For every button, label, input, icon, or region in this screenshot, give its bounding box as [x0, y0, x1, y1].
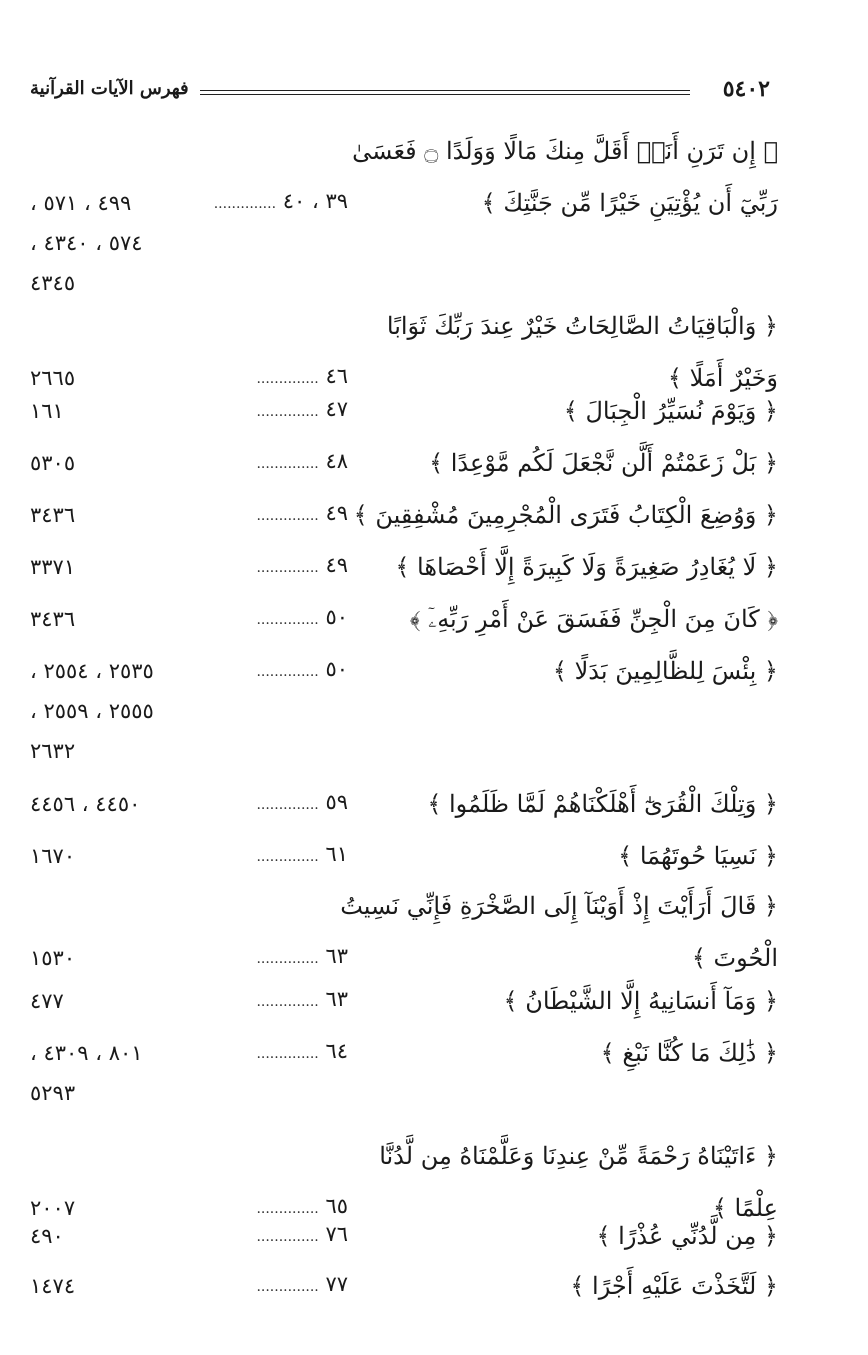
page-reference: ٢٦٣٢: [30, 739, 76, 763]
page-number: ٥٤٠٢: [722, 76, 770, 102]
ayah-number-text: ٣٩ ، ٤٠: [282, 189, 348, 213]
ayah-number-text: ٦٤: [325, 1039, 348, 1063]
verse-text: رَبِّيٓ أَن يُؤْتِيَنِ خَيْرًا مِّن جَنَّتِكَ ﴾: [481, 189, 778, 217]
verse-text: ﴿ بَلْ زَعَمْتُمْ أَلَّن نَّجْعَلَ لَكُم مَّوْعِدًا ﴾: [429, 449, 778, 477]
leader-dots: ..............: [256, 994, 319, 1010]
ayah-number: [230, 1272, 348, 1296]
ayah-number-text: ٦٥: [325, 1194, 348, 1218]
page-reference: ٣٤٣٦: [30, 503, 76, 527]
ayah-number: [230, 449, 348, 473]
page-header: [30, 78, 770, 112]
page-reference: ٢٦٦٥: [30, 366, 76, 390]
ayah-number-text: ٧٧: [325, 1272, 348, 1296]
leader-dots: ..............: [256, 1046, 319, 1062]
leader-dots: ..............: [256, 371, 319, 387]
leader-dots: ..............: [256, 664, 319, 680]
running-title: فهرس الآيات القرآنية: [30, 78, 189, 99]
leader-dots: ..............: [256, 797, 319, 813]
ayah-number-text: ٥٠: [325, 657, 348, 681]
verse-text: الْحُوتَ ﴾: [691, 944, 778, 972]
page-reference: ٥٧٤ ، ٤٣٤٠ ،: [30, 231, 143, 255]
ayah-number-text: ٦٣: [325, 944, 348, 968]
verse-text: ﴿ مِن لَّدُنِّي عُذْرًا ﴾: [596, 1222, 778, 1250]
ayah-number: [230, 657, 348, 681]
page-reference: ٨٠١ ، ٤٣٠٩ ،: [30, 1041, 143, 1065]
verse-text: ﴿ لَا يُغَادِرُ صَغِيرَةً وَلَا كَبِيرَةً إِلَّا أَحْصَاهَا ﴾: [395, 553, 778, 581]
ayah-number: [230, 987, 348, 1011]
verse-text: ﴿ وَمَآ أَنسَانِيهُ إِلَّا الشَّيْطَانُ ﴾: [503, 987, 778, 1015]
leader-dots: ..............: [256, 1201, 319, 1217]
ayah-number: [230, 1222, 348, 1246]
page-reference: ٤٩٩ ، ٥٧١ ،: [30, 191, 132, 215]
header-rule: [200, 90, 690, 91]
ayah-number: [230, 501, 348, 525]
page-reference: ٣٤٣٦: [30, 607, 76, 631]
ayah-number: [230, 1039, 348, 1063]
leader-dots: ..............: [256, 404, 319, 420]
verse-text: ﴿ قَالَ أَرَأَيْتَ إِذْ أَوَيْنَآ إِلَى الصَّخْرَةِ فَإِنِّي نَسِيتُ: [340, 892, 778, 920]
leader-dots: ..............: [256, 560, 319, 576]
leader-dots: ..............: [213, 196, 277, 212]
ayah-number: [230, 605, 348, 629]
ayah-number: [213, 189, 348, 213]
page-reference: ٤٧٧: [30, 989, 64, 1013]
verse-text: ﴿ ذَٰلِكَ مَا كُنَّا نَبْغِ ﴾: [600, 1039, 778, 1067]
ayah-number-text: ٤٩: [325, 501, 348, 525]
page-reference: ١٦٧٠: [30, 844, 76, 868]
page-reference: ٣٣٧١: [30, 555, 76, 579]
ayah-number-text: ٤٩: [325, 553, 348, 577]
page-reference: ٢٥٥٥ ، ٢٥٥٩ ،: [30, 699, 154, 723]
verse-text: ﴿ بِئْسَ لِلظَّالِمِينَ بَدَلًا ﴾: [552, 657, 778, 685]
ayah-number-text: ٥٩: [325, 790, 348, 814]
ayah-number: [230, 1194, 348, 1218]
leader-dots: ..............: [256, 849, 319, 865]
ayah-number-text: ٧٦: [325, 1222, 348, 1246]
ayah-number-text: ٤٦: [325, 364, 348, 388]
verse-text: ﴿ وَيَوْمَ نُسَيِّرُ الْجِبَالَ ﴾: [563, 397, 778, 425]
ayah-number-text: ٤٨: [325, 449, 348, 473]
page-reference: ٢٠٠٧: [30, 1196, 76, 1220]
page-reference: ٤٤٥٠ ، ٤٤٥٦: [30, 792, 141, 816]
page-reference: ٥٢٩٣: [30, 1081, 76, 1105]
page-reference: ٤٩٠: [30, 1224, 64, 1248]
leader-dots: ..............: [256, 1229, 319, 1245]
ayah-number-text: ٦١: [325, 842, 348, 866]
leader-dots: ..............: [256, 1279, 319, 1295]
verse-text: ﴿ وَتِلْكَ الْقُرَىٰٓ أَهْلَكْنَاهُمْ لَمَّا ظَلَمُوا ﴾: [427, 790, 778, 818]
verse-text: عِلْمًا ﴾: [712, 1194, 778, 1222]
page-reference: ٥٣٠٥: [30, 451, 76, 475]
ayah-number-text: ٤٧: [325, 397, 348, 421]
verse-text: ﴿ لَتَّخَذْتَ عَلَيْهِ أَجْرًا ﴾: [570, 1272, 778, 1300]
verse-text: ﴿ وَالْبَاقِيَاتُ الصَّالِحَاتُ خَيْرٌ عِندَ رَبِّكَ ثَوَابًا: [386, 312, 778, 340]
page-reference: ٤٣٤٥: [30, 271, 76, 295]
ayah-number: [230, 397, 348, 421]
page-reference: ٢٥٣٥ ، ٢٥٥٤ ،: [30, 659, 154, 683]
page-reference: ١٦١: [30, 399, 64, 423]
verse-text: ﴿ كَانَ مِنَ الْجِنِّ فَفَسَقَ عَنْ أَمْرِ رَبِّهِۦٓ ﴾: [409, 605, 778, 633]
ayah-number: [230, 944, 348, 968]
verse-text: ﴿ إِن تَرَنِ أَنَا۠ أَقَلَّ مِنكَ مَالًا وَوَلَدًا ۝ فَعَسَىٰ: [352, 137, 778, 165]
leader-dots: ..............: [256, 456, 319, 472]
ayah-number: [230, 364, 348, 388]
ayah-number-text: ٥٠: [325, 605, 348, 629]
page-reference: ١٥٣٠: [30, 946, 76, 970]
verse-text: وَخَيْرٌ أَمَلًا ﴾: [667, 364, 778, 392]
verse-text: ﴿ ءَاتَيْنَاهُ رَحْمَةً مِّنْ عِندِنَا وَعَلَّمْنَاهُ مِن لَّدُنَّا: [379, 1142, 778, 1170]
leader-dots: ..............: [256, 508, 319, 524]
verse-text: ﴿ وَوُضِعَ الْكِتَابُ فَتَرَى الْمُجْرِمِينَ مُشْفِقِينَ ﴾: [353, 501, 778, 529]
leader-dots: ..............: [256, 612, 319, 628]
header-rule: [200, 94, 690, 95]
page-reference: ١٤٧٤: [30, 1274, 76, 1298]
ayah-number-text: ٦٣: [325, 987, 348, 1011]
verse-text: ﴿ نَسِيَا حُوتَهُمَا ﴾: [618, 842, 778, 870]
ayah-number: [230, 842, 348, 866]
ayah-number: [230, 790, 348, 814]
ayah-number: [230, 553, 348, 577]
leader-dots: ..............: [256, 951, 319, 967]
